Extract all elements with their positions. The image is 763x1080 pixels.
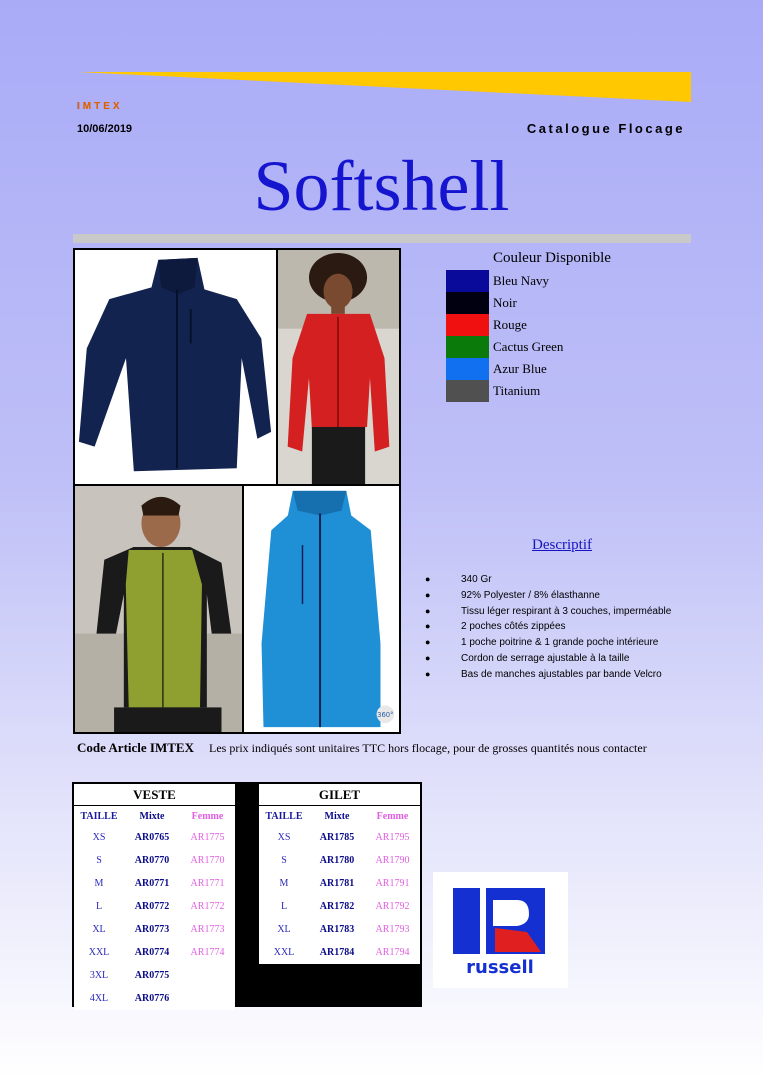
- color-option: [446, 380, 563, 402]
- description-item: [425, 619, 671, 635]
- table-header-cell: Femme: [376, 810, 409, 822]
- table-header-row: [74, 806, 235, 826]
- table-cell: XL: [277, 924, 291, 935]
- table-row: [74, 964, 235, 987]
- color-swatch: [446, 292, 489, 314]
- table-cell: AR0765: [134, 832, 170, 843]
- table-header-cell: Mixte: [324, 810, 350, 822]
- table-cell: AR1795: [375, 832, 410, 843]
- table-cell: M: [279, 878, 289, 889]
- table-cell: AR1785: [319, 832, 355, 843]
- product-photo-red-jacket: [276, 248, 401, 486]
- table-cell: AR1782: [319, 901, 355, 912]
- bullet-icon: ●: [425, 605, 431, 616]
- rotate-360-badge: 360°: [377, 711, 394, 720]
- veste-table-title: VESTE: [74, 784, 235, 806]
- table-cell: AR1773: [190, 924, 225, 935]
- product-photo-navy-jacket: [73, 248, 278, 486]
- table-cell: XXL: [273, 947, 295, 958]
- table-row: [74, 918, 235, 941]
- table-cell: XXL: [88, 947, 110, 958]
- table-cell: AR1780: [319, 855, 355, 866]
- table-row: [74, 849, 235, 872]
- table-cell: AR0770: [134, 855, 170, 866]
- color-label: Rouge: [493, 317, 527, 332]
- table-row: [259, 872, 420, 895]
- table-cell: AR1772: [190, 901, 225, 912]
- description-text: Cordon de serrage ajustable à la taille: [461, 652, 630, 664]
- table-cell: AR1791: [375, 878, 410, 889]
- table-row: [74, 987, 235, 1010]
- header-divider: [73, 234, 691, 243]
- table-header-row: [259, 806, 420, 826]
- table-cell: AR1771: [190, 878, 225, 889]
- table-cell: L: [280, 901, 288, 912]
- color-label: Bleu Navy: [493, 273, 549, 288]
- header-banner-stripe: [78, 70, 691, 104]
- colors-title: Couleur Disponible: [493, 250, 611, 266]
- table-row: [259, 826, 420, 849]
- color-label: Azur Blue: [493, 361, 547, 376]
- size-tables: [72, 782, 422, 1007]
- table-cell: AR1784: [319, 947, 355, 958]
- color-option: [446, 270, 563, 292]
- brand-text: IMTEX: [77, 101, 123, 112]
- description-text: 92% Polyester / 8% élasthanne: [461, 589, 600, 601]
- table-cell: AR0773: [134, 924, 170, 935]
- table-row: [259, 849, 420, 872]
- description-item: [425, 667, 671, 683]
- table-row: [74, 872, 235, 895]
- color-swatch: [446, 314, 489, 336]
- description-text: Tissu léger respirant à 3 couches, imperméable: [461, 605, 672, 617]
- bullet-icon: ●: [425, 652, 431, 663]
- table-cell: AR1794: [375, 947, 410, 958]
- description-item: [425, 572, 671, 588]
- bullet-icon: ●: [425, 668, 431, 679]
- table-cell: L: [95, 901, 103, 912]
- bullet-icon: ●: [425, 621, 431, 632]
- color-option: [446, 358, 563, 380]
- table-cell: S: [281, 855, 287, 866]
- table-cell: AR0771: [134, 878, 170, 889]
- table-row: [259, 941, 420, 964]
- table-row: [259, 895, 420, 918]
- document-date: 10/06/2019: [77, 123, 133, 135]
- description-text: 2 poches côtés zippées: [461, 621, 566, 633]
- brand-logo-text: [77, 101, 123, 112]
- color-option: [446, 336, 563, 358]
- code-article-label: Code Article IMTEX: [77, 740, 194, 755]
- table-header-cell: Mixte: [139, 810, 165, 822]
- catalog-label: Catalogue Flocage: [526, 121, 685, 136]
- table-row: [259, 918, 420, 941]
- color-swatch: [446, 380, 489, 402]
- table-cell: 4XL: [89, 993, 109, 1004]
- table-header-cell: TAILLE: [80, 810, 118, 822]
- color-swatch-list: [446, 270, 563, 402]
- table-header-cell: Femme: [191, 810, 224, 822]
- bullet-icon: ●: [425, 574, 431, 584]
- veste-table: [74, 784, 235, 1010]
- description-text: 340 Gr: [461, 574, 492, 585]
- table-cell: AR1783: [319, 924, 355, 935]
- table-cell: S: [96, 855, 102, 866]
- bullet-icon: ●: [425, 637, 431, 648]
- table-cell: AR1792: [375, 901, 410, 912]
- table-cell: AR1770: [190, 855, 225, 866]
- description-title: Descriptif: [532, 537, 592, 553]
- table-cell: AR0772: [134, 901, 170, 912]
- gilet-table-title: GILET: [259, 784, 420, 806]
- price-note: Les prix indiqués sont unitaires TTC hors flocage, pour de grosses quantités nous contacter: [209, 741, 647, 755]
- page-title: Softshell: [253, 146, 510, 226]
- table-row: [74, 826, 235, 849]
- description-item: [425, 588, 671, 604]
- color-option: [446, 292, 563, 314]
- color-option: [446, 314, 563, 336]
- table-cell: XS: [277, 832, 291, 843]
- color-label: Noir: [493, 295, 517, 310]
- table-cell: XS: [92, 832, 106, 843]
- table-cell: XL: [92, 924, 106, 935]
- product-photo-green-gilet: [73, 484, 244, 734]
- russell-logo-text: russell: [466, 957, 534, 978]
- description-text: Bas de manches ajustables par bande Velcro: [461, 668, 662, 680]
- table-cell: AR1774: [190, 947, 225, 958]
- table-row: [74, 941, 235, 964]
- color-label: Cactus Green: [493, 339, 564, 354]
- color-swatch: [446, 270, 489, 292]
- bullet-icon: ●: [425, 589, 431, 600]
- color-label: Titanium: [493, 383, 541, 398]
- product-photo-blue-gilet: [242, 484, 401, 734]
- description-list: [425, 572, 671, 683]
- description-item: [425, 635, 671, 651]
- table-cell: AR0776: [134, 993, 170, 1004]
- table-cell: AR1775: [190, 832, 225, 843]
- description-text: 1 poche poitrine & 1 grande poche intérieure: [461, 637, 659, 649]
- table-cell: M: [94, 878, 104, 889]
- table-cell: AR1781: [319, 878, 355, 889]
- description-item: [425, 651, 671, 667]
- table-cell: AR0774: [134, 947, 170, 958]
- description-item: [425, 604, 671, 620]
- russell-logo: [433, 872, 568, 988]
- table-cell: AR1790: [375, 855, 410, 866]
- table-cell: AR0775: [134, 970, 170, 981]
- color-swatch: [446, 358, 489, 380]
- gilet-table: [259, 784, 420, 964]
- table-row: [74, 895, 235, 918]
- table-cell: 3XL: [89, 970, 109, 981]
- color-swatch: [446, 336, 489, 358]
- table-cell: AR1793: [375, 924, 410, 935]
- table-header-cell: TAILLE: [265, 810, 303, 822]
